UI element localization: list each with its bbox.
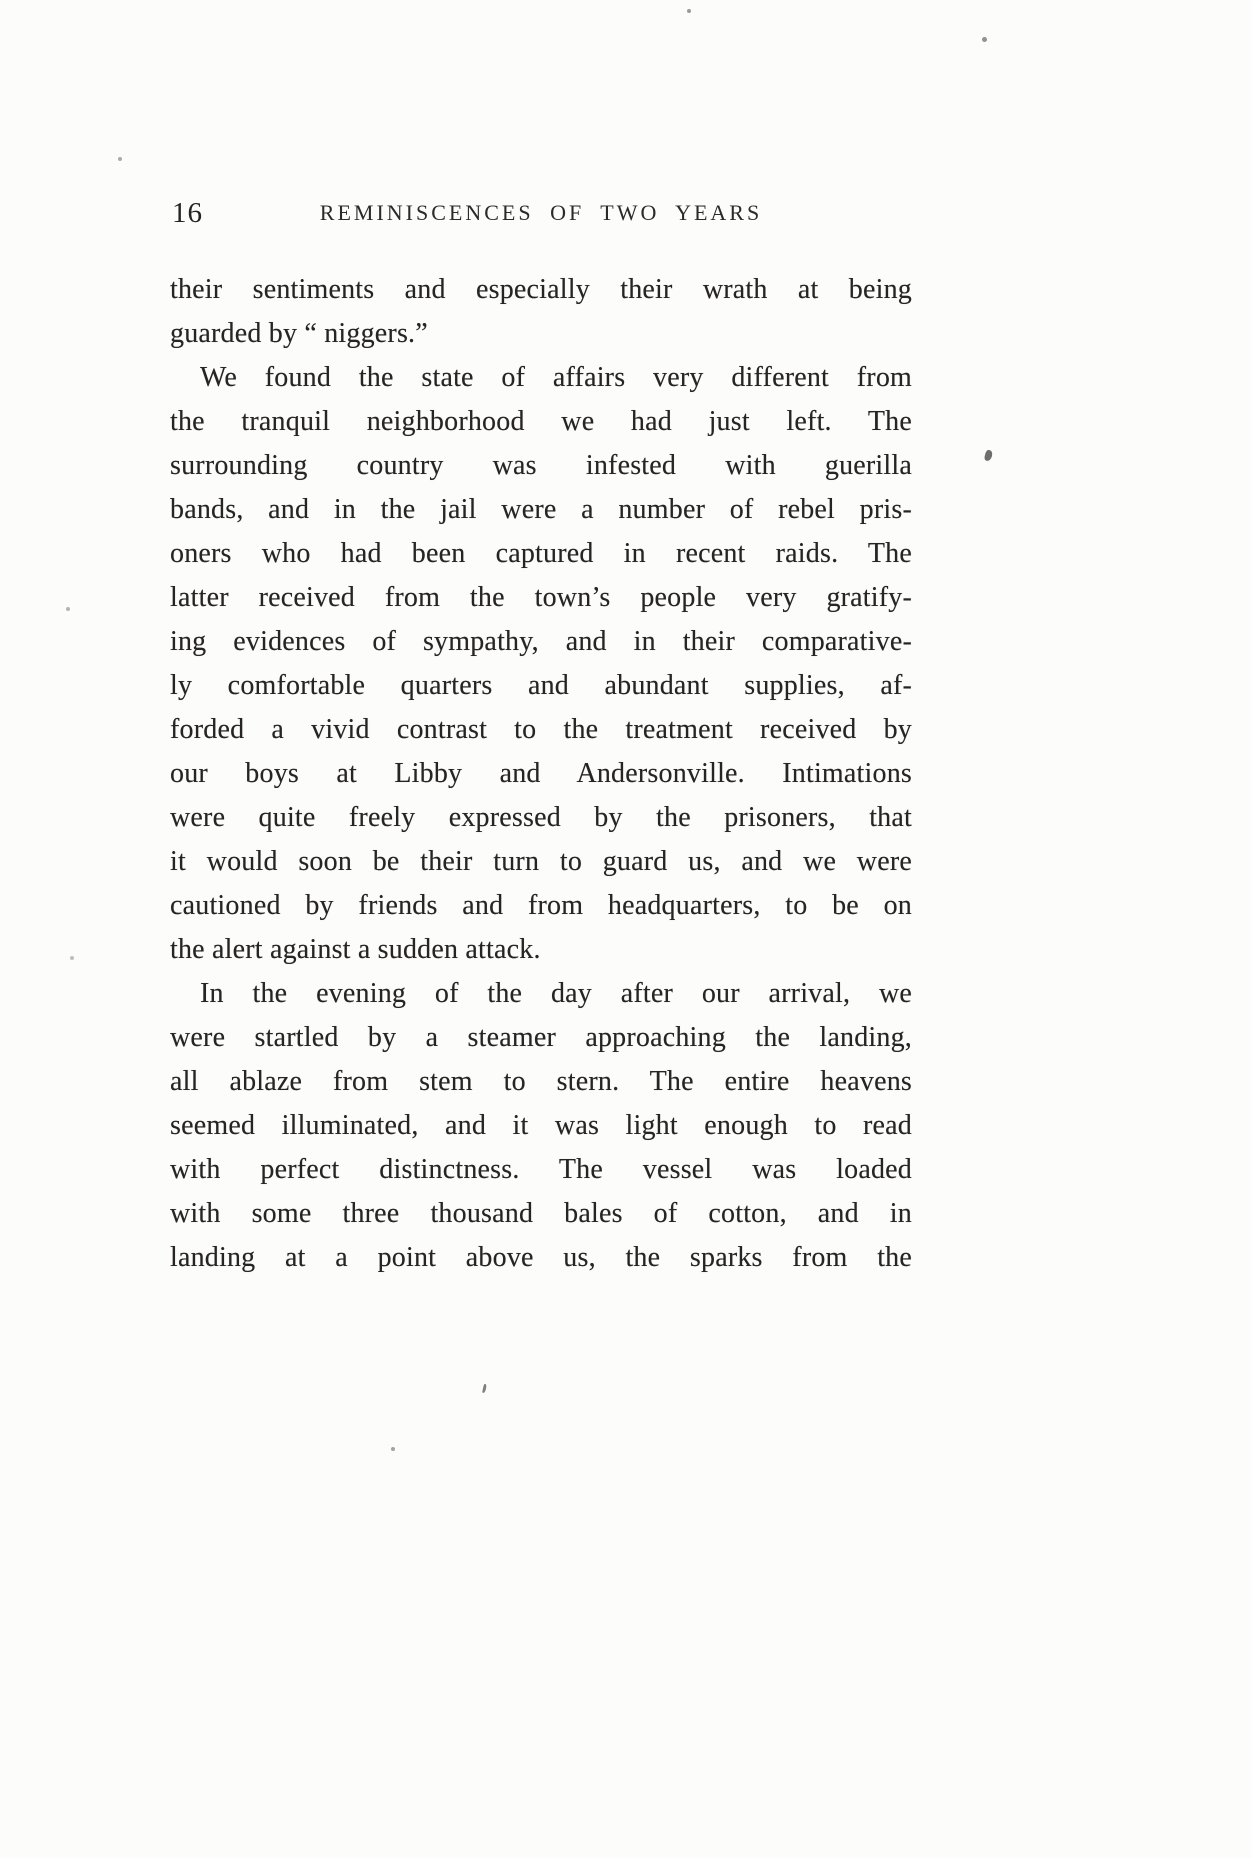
text-line: our boys at Libby and Andersonville. Intimations: [170, 758, 912, 789]
scan-artifact: [984, 449, 993, 461]
scan-artifact: [70, 956, 74, 960]
text-line: latter received from the town’s people very gratify-: [170, 582, 912, 613]
text-line: with perfect distinctness. The vessel was loaded: [170, 1154, 912, 1185]
text-line: ing evidences of sympathy, and in their comparative-: [170, 626, 912, 657]
text-line: their sentiments and especially their wrath at being: [170, 274, 912, 305]
scan-artifact: [482, 1384, 487, 1393]
text-line: with some three thousand bales of cotton, and in: [170, 1198, 912, 1229]
text-line: cautioned by friends and from headquarters, to be on: [170, 890, 912, 921]
text-line: it would soon be their turn to guard us, and we were: [170, 846, 912, 877]
text-line: oners who had been captured in recent raids. The: [170, 538, 912, 569]
scan-artifact: [66, 607, 70, 611]
scan-artifact: [391, 1447, 395, 1451]
scan-artifact: [982, 37, 987, 42]
scan-artifact: [118, 157, 122, 161]
text-line: the alert against a sudden attack.: [170, 934, 541, 965]
text-line: bands, and in the jail were a number of rebel pris-: [170, 494, 912, 525]
text-line: landing at a point above us, the sparks from the: [170, 1242, 912, 1273]
page-header: [170, 197, 912, 234]
page-body: [170, 268, 912, 1280]
text-line: In the evening of the day after our arrival, we: [200, 978, 912, 1009]
text-line: guarded by “ niggers.”: [170, 318, 428, 349]
page-number: 16: [172, 197, 203, 229]
text-line: were quite freely expressed by the prisoners, that: [170, 802, 912, 833]
text-line: ly comfortable quarters and abundant supplies, af-: [170, 670, 912, 701]
running-header: REMINISCENCES OF TWO YEARS: [319, 200, 763, 225]
text-line: were startled by a steamer approaching the landing,: [170, 1022, 912, 1053]
text-line: forded a vivid contrast to the treatment received by: [170, 714, 912, 745]
text-line: We found the state of affairs very different from: [200, 362, 912, 393]
text-line: the tranquil neighborhood we had just left. The: [170, 406, 912, 437]
text-line: all ablaze from stem to stern. The entire heavens: [170, 1066, 912, 1097]
scan-artifact: [687, 9, 691, 13]
text-line: surrounding country was infested with guerilla: [170, 450, 912, 481]
text-line: seemed illuminated, and it was light enough to read: [170, 1110, 912, 1141]
